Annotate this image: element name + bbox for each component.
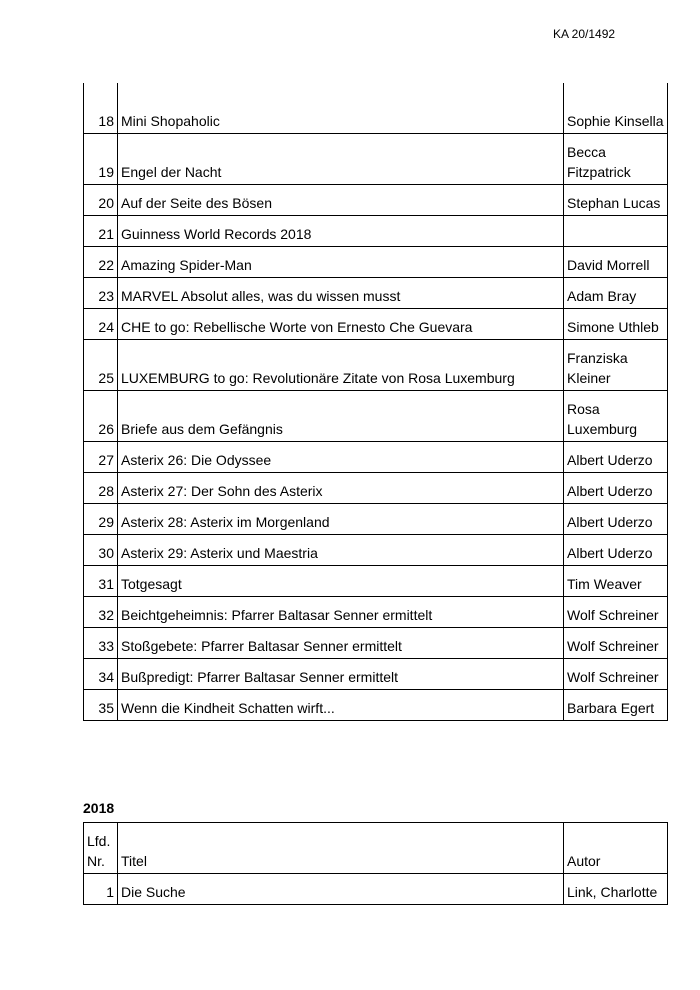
row-author: Link, Charlotte bbox=[564, 874, 668, 905]
row-author: Albert Uderzo bbox=[564, 473, 668, 504]
table-row bbox=[84, 504, 668, 535]
row-author bbox=[564, 216, 668, 247]
row-number: 34 bbox=[84, 659, 118, 690]
table-row bbox=[84, 874, 668, 905]
table-row bbox=[84, 690, 668, 721]
header-title: Titel bbox=[118, 823, 564, 874]
row-number: 32 bbox=[84, 597, 118, 628]
row-title: MARVEL Absolut alles, was du wissen musst bbox=[118, 278, 564, 309]
header-nr: Lfd. Nr. bbox=[84, 823, 118, 874]
row-author: Barbara Egert bbox=[564, 690, 668, 721]
row-number: 18 bbox=[84, 83, 118, 134]
row-title: Mini Shopaholic bbox=[118, 83, 564, 134]
table-row bbox=[84, 340, 668, 391]
row-title: Asterix 29: Asterix und Maestria bbox=[118, 535, 564, 566]
table-row bbox=[84, 278, 668, 309]
row-author: Tim Weaver bbox=[564, 566, 668, 597]
row-title: Asterix 26: Die Odyssee bbox=[118, 442, 564, 473]
table-row bbox=[84, 659, 668, 690]
table-row bbox=[84, 442, 668, 473]
row-number: 24 bbox=[84, 309, 118, 340]
row-title: Stoßgebete: Pfarrer Baltasar Senner ermittelt bbox=[118, 628, 564, 659]
row-author: Albert Uderzo bbox=[564, 442, 668, 473]
row-number: 20 bbox=[84, 185, 118, 216]
row-author: Wolf Schreiner bbox=[564, 597, 668, 628]
table-row bbox=[84, 566, 668, 597]
row-author: Simone Uthleb bbox=[564, 309, 668, 340]
table-row bbox=[84, 309, 668, 340]
row-author: Adam Bray bbox=[564, 278, 668, 309]
row-title: Totgesagt bbox=[118, 566, 564, 597]
row-author: Sophie Kinsella bbox=[564, 83, 668, 134]
row-number: 31 bbox=[84, 566, 118, 597]
row-author: Rosa Luxemburg bbox=[564, 391, 668, 442]
row-number: 29 bbox=[84, 504, 118, 535]
row-title: Wenn die Kindheit Schatten wirft... bbox=[118, 690, 564, 721]
row-author: Becca Fitzpatrick bbox=[564, 134, 668, 185]
row-number: 25 bbox=[84, 340, 118, 391]
table-row bbox=[84, 628, 668, 659]
row-author: Wolf Schreiner bbox=[564, 659, 668, 690]
row-number: 27 bbox=[84, 442, 118, 473]
table-row bbox=[84, 597, 668, 628]
row-title: Engel der Nacht bbox=[118, 134, 564, 185]
row-number: 33 bbox=[84, 628, 118, 659]
row-number: 28 bbox=[84, 473, 118, 504]
row-title: CHE to go: Rebellische Worte von Ernesto Che Guevara bbox=[118, 309, 564, 340]
row-number: 1 bbox=[84, 874, 118, 905]
row-author: Franziska Kleiner bbox=[564, 340, 668, 391]
table-row bbox=[84, 391, 668, 442]
row-title: Briefe aus dem Gefängnis bbox=[118, 391, 564, 442]
table-row bbox=[84, 535, 668, 566]
table-row bbox=[84, 247, 668, 278]
document-reference: KA 20/1492 bbox=[553, 27, 616, 41]
row-number: 19 bbox=[84, 134, 118, 185]
row-title: Asterix 28: Asterix im Morgenland bbox=[118, 504, 564, 535]
row-title: Asterix 27: Der Sohn des Asterix bbox=[118, 473, 564, 504]
section-year-heading: 2018 bbox=[83, 800, 115, 816]
table-header-row bbox=[84, 823, 668, 874]
row-author: Wolf Schreiner bbox=[564, 628, 668, 659]
row-title: LUXEMBURG to go: Revolutionäre Zitate von Rosa Luxemburg bbox=[118, 340, 564, 391]
book-list-2018-table bbox=[83, 822, 668, 905]
row-author: Albert Uderzo bbox=[564, 504, 668, 535]
row-title: Amazing Spider-Man bbox=[118, 247, 564, 278]
row-author: David Morrell bbox=[564, 247, 668, 278]
row-number: 30 bbox=[84, 535, 118, 566]
table-row bbox=[84, 185, 668, 216]
row-title: Guinness World Records 2018 bbox=[118, 216, 564, 247]
header-author: Autor bbox=[564, 823, 668, 874]
row-number: 35 bbox=[84, 690, 118, 721]
row-title: Bußpredigt: Pfarrer Baltasar Senner ermittelt bbox=[118, 659, 564, 690]
book-list-table bbox=[83, 83, 668, 721]
table-row bbox=[84, 216, 668, 247]
row-author: Stephan Lucas bbox=[564, 185, 668, 216]
row-title: Auf der Seite des Bösen bbox=[118, 185, 564, 216]
row-number: 21 bbox=[84, 216, 118, 247]
table-row bbox=[84, 134, 668, 185]
row-number: 26 bbox=[84, 391, 118, 442]
row-number: 23 bbox=[84, 278, 118, 309]
row-title: Beichtgeheimnis: Pfarrer Baltasar Senner ermittelt bbox=[118, 597, 564, 628]
table-row bbox=[84, 83, 668, 134]
row-title: Die Suche bbox=[118, 874, 564, 905]
row-number: 22 bbox=[84, 247, 118, 278]
row-author: Albert Uderzo bbox=[564, 535, 668, 566]
table-row bbox=[84, 473, 668, 504]
